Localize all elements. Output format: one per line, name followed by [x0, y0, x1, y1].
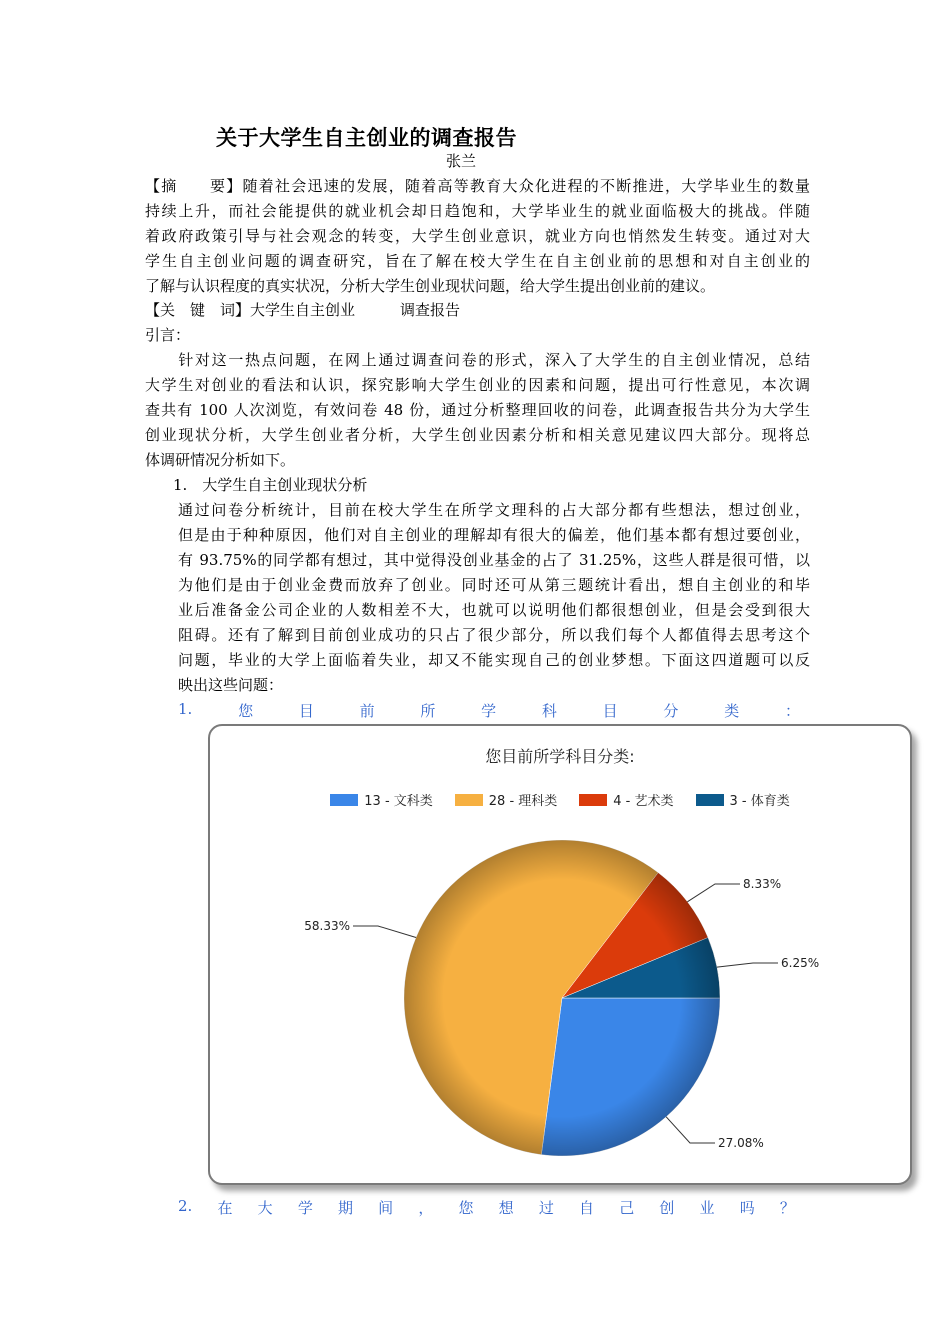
intro-line: 创业现状分析，大学生创业者分析，大学生创业因素分析和相关意见建议四大部分。现将总 — [145, 426, 810, 444]
section1-line: 阻碍。还有了解到目前创业成功的只占了很少部分，所以我们每个人都值得去思考这个 — [178, 626, 810, 644]
question-1-heading — [178, 700, 800, 721]
slice-percent-label: 6.25% — [781, 956, 820, 970]
abstract-line: 持续上升，而社会能提供的就业机会却日趋饱和，大学毕业生的就业面临极大的挑战。伴随 — [145, 202, 810, 220]
question-char: 所 — [420, 702, 436, 720]
question-char: 学 — [297, 1199, 313, 1217]
slice-leader-line — [353, 926, 416, 938]
question-char: 期 — [337, 1199, 353, 1217]
question-char: 自 — [579, 1199, 595, 1217]
section1-line: 问题，毕业的大学上面临着失业，却又不能实现自己的创业梦想。下面这四道题可以反 — [178, 651, 810, 669]
question-char: 1. — [178, 700, 193, 718]
question-char: ？ — [779, 1199, 795, 1217]
section1-line: 有 93.75%的同学都有想过，其中觉得没创业基金的占了 31.25%，这些人群是很可惜，以 — [178, 551, 810, 569]
report-title: 关于大学生自主创业的调查报告 — [216, 126, 517, 150]
question-char: ， — [418, 1199, 434, 1217]
author-name: 张兰 — [446, 152, 477, 170]
legend-label: 13 - 文科类 — [364, 794, 433, 809]
question-char: ： — [784, 702, 800, 720]
section1-line: 通过问卷分析统计，目前在校大学生在所学文理科的占大部分都有些想法，想过创业， — [178, 501, 810, 519]
question-char: 前 — [359, 702, 375, 720]
question-char: 学 — [481, 702, 497, 720]
abstract-line: 学生自主创业问题的调查研究，旨在了解在校大学生在自主创业前的思想和对自主创业的 — [145, 252, 810, 270]
question-char: 创 — [659, 1199, 675, 1217]
section1-line: 为他们是由于创业金费而放弃了创业。同时还可从第三题统计看出，想自主创业的和毕 — [178, 576, 810, 594]
pie-shading — [404, 840, 720, 1156]
section1-line: 映出这些问题： — [178, 676, 284, 694]
question-char: 己 — [619, 1199, 635, 1217]
slice-leader-line — [666, 1117, 715, 1143]
question-char: 想 — [498, 1199, 514, 1217]
intro-label: 引言： — [145, 326, 191, 344]
question-char: 您 — [458, 1199, 474, 1217]
intro-line: 大学生对创业的看法和认识，探究影响大学生创业的因素和问题，提出可行性意见，本次调 — [145, 376, 810, 394]
abstract-line: 【摘 要】随着社会迅速的发展，随着高等教育大众化进程的不断推进，大学毕业生的数量 — [145, 177, 810, 195]
legend-label: 4 - 艺术类 — [613, 794, 674, 809]
intro-line: 针对这一热点问题，在网上通过调查问卷的形式，深入了大学生的自主创业情况，总结 — [145, 351, 810, 369]
legend-label: 28 - 理科类 — [488, 794, 558, 809]
question-char: 过 — [538, 1199, 554, 1217]
slice-percent-label: 8.33% — [743, 877, 782, 891]
question-char: 目 — [298, 702, 314, 720]
intro-line: 体调研情况分析如下。 — [145, 451, 296, 469]
intro-line: 查共有 100 人次浏览，有效问卷 48 份，通过分析整理回收的问卷，此调查报告共分为大学生 — [145, 401, 810, 419]
question-char: 在 — [217, 1199, 233, 1217]
question-char: 吗 — [739, 1199, 755, 1217]
abstract-line: 了解与认识程度的真实状况，分析大学生创业现状问题，给大学生提出创业前的建议。 — [145, 277, 716, 295]
question-char: 科 — [541, 702, 557, 720]
question-char: 您 — [238, 702, 254, 720]
question-char: 分 — [663, 702, 679, 720]
pie-chart-panel — [208, 724, 912, 1185]
keywords-line: 【关 键 词】大学生自主创业 调查报告 — [145, 301, 461, 319]
question-char: 大 — [257, 1199, 273, 1217]
question-char: 类 — [724, 702, 740, 720]
section1-heading: 1. 大学生自主创业现状分析 — [173, 476, 368, 494]
section1-line: 但是由于种种原因，他们对自主创业的理解却有很大的偏差，他们基本都有想过要创业， — [178, 526, 810, 544]
slice-leader-line — [687, 884, 740, 902]
abstract-line: 着政府政策引导与社会观念的转变，大学生创业意识，就业方向也悄然发生转变。通过对大 — [145, 227, 810, 245]
section1-line: 业后准备金公司企业的人数相差不大，也就可以说明他们都很想创业，但是会受到很大 — [178, 601, 810, 619]
slice-percent-label: 58.33% — [304, 919, 350, 933]
question-char: 2. — [178, 1197, 193, 1215]
question-char: 目 — [602, 702, 618, 720]
question-char: 业 — [699, 1199, 715, 1217]
legend-label: 3 - 体育类 — [729, 794, 790, 809]
question-2-heading — [178, 1197, 795, 1218]
chart-title: 您目前所学科目分类: — [485, 747, 635, 766]
slice-leader-line — [717, 963, 778, 967]
question-char: 间 — [378, 1199, 394, 1217]
slice-percent-label: 27.08% — [718, 1136, 764, 1150]
pie-chart — [210, 726, 910, 1183]
